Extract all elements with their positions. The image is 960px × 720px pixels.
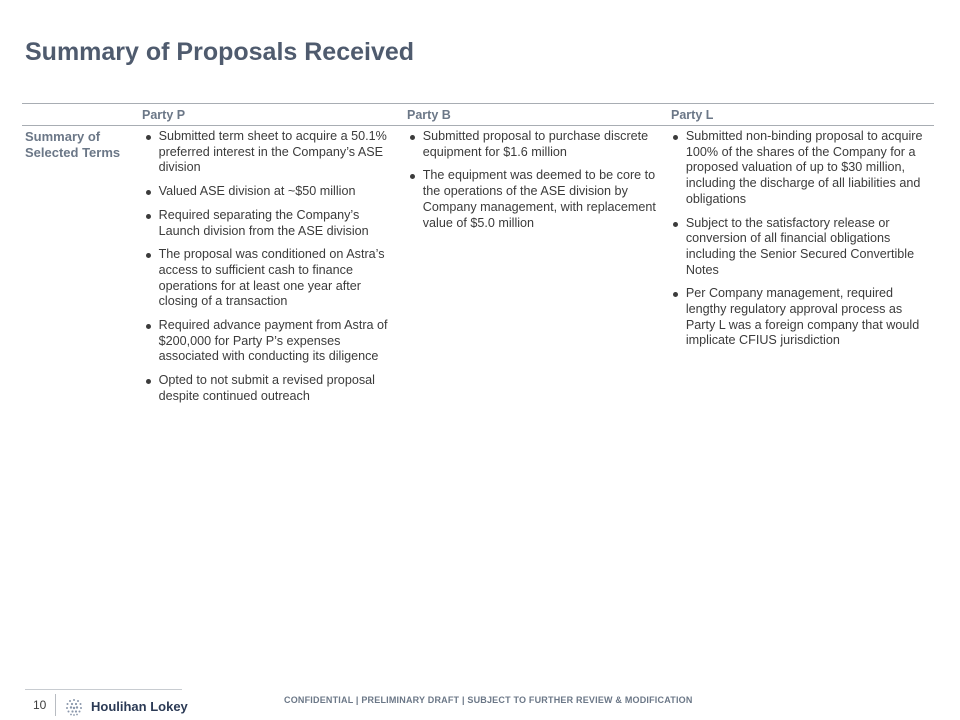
table-header-row (22, 103, 934, 126)
row-label-line2: Selected Terms (25, 145, 121, 160)
list-item: The equipment was deemed to be core to the operations of the ASE division by Company management, with replacement value of $5.0 million (409, 168, 664, 231)
party-b-list (409, 129, 672, 231)
proposals-table (22, 103, 934, 413)
footer-divider (25, 689, 182, 690)
party-p-cell (145, 129, 409, 413)
globe-logo-icon (64, 697, 84, 717)
logo-text: Houlihan Lokey (91, 699, 188, 714)
party-l-cell (672, 129, 934, 413)
list-item: Submitted non-binding proposal to acquire 100% of the shares of the Company for a proposed valuation of up to $30 million, including the discharge of all liabilities and obligations (672, 129, 926, 208)
list-item: Required separating the Company’s Launch division from the ASE division (145, 208, 401, 239)
list-item: Per Company management, required lengthy regulatory approval process as Party L was a foreign company that would implicate CFIUS jurisdiction (672, 286, 926, 349)
header-party-b: Party B (407, 107, 451, 122)
list-item: Opted to not submit a revised proposal despite continued outreach (145, 373, 401, 404)
list-item: Required advance payment from Astra of $200,000 for Party P’s expenses associated with conducting its diligence (145, 318, 401, 365)
header-party-p: Party P (142, 107, 186, 122)
page-title: Summary of Proposals Received (25, 38, 415, 66)
page-number: 10 (33, 698, 47, 712)
footer-separator (55, 694, 56, 716)
row-label (22, 129, 145, 413)
confidential-notice: CONFIDENTIAL | PRELIMINARY DRAFT | SUBJECT TO FURTHER REVIEW & MODIFICATION (284, 695, 693, 705)
list-item: Subject to the satisfactory release or conversion of all financial obligations including the Senior Secured Convertible Notes (672, 216, 926, 279)
list-item: Submitted term sheet to acquire a 50.1% preferred interest in the Company’s ASE division (145, 129, 401, 176)
party-l-list (672, 129, 934, 349)
list-item: Valued ASE division at ~$50 million (145, 184, 401, 200)
list-item: The proposal was conditioned on Astra’s access to sufficient cash to finance operations for at least one year after closing of a transaction (145, 247, 401, 310)
party-b-cell (409, 129, 672, 413)
row-label-line1: Summary of (25, 129, 101, 144)
table-row-summary (22, 126, 934, 413)
party-p-list (145, 129, 409, 405)
header-party-l: Party L (671, 107, 714, 122)
list-item: Submitted proposal to purchase discrete equipment for $1.6 million (409, 129, 664, 160)
